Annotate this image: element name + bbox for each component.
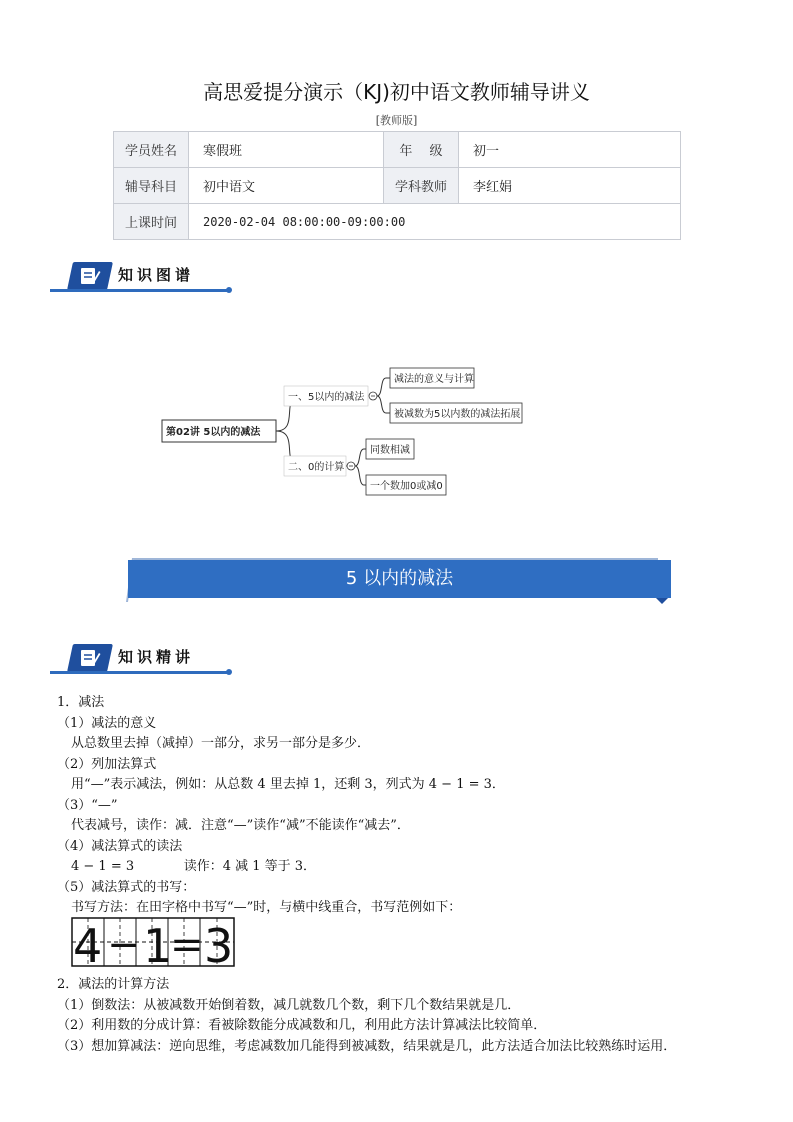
- table-value: 寒假班: [189, 132, 384, 168]
- table-row: [114, 168, 681, 204]
- list-item: （1）倒数法：从被减数开始倒着数，减几就数几个数，剩下几个数结果就是几．: [57, 997, 521, 1013]
- list-item: （3）“—”: [57, 797, 118, 813]
- example-equals: =: [170, 922, 204, 968]
- mind-map: [150, 360, 530, 500]
- table-row: [114, 204, 681, 240]
- list-item: （2）利用数的分成计算：看被除数能分成减数和几，利用此方法计算减法比较简单．: [57, 1018, 547, 1033]
- notebook-icon: [67, 262, 113, 290]
- table-value: 李红娟: [459, 168, 681, 204]
- list-item: （5）减法算式的书写：: [57, 879, 196, 895]
- table-label: 学员姓名: [114, 132, 189, 168]
- section-header-knowledge-lecture: [50, 644, 250, 680]
- mindmap-branch-1: 一、5以内的减法: [288, 392, 365, 403]
- heading-subtraction: 1．减法: [57, 695, 105, 710]
- notebook-icon: [67, 644, 113, 672]
- section-title: 知识图谱: [118, 266, 195, 284]
- table-value: 2020-02-04 08:00:00-09:00:00: [189, 204, 681, 240]
- list-item: （2）列加法算式: [57, 756, 157, 772]
- table-label: 辅导科目: [114, 168, 189, 204]
- section-underline: [50, 671, 228, 674]
- table-label: 年 级: [384, 132, 459, 168]
- list-item: 从总数里去掉（减掉）一部分，求另一部分是多少．: [71, 736, 371, 751]
- list-item: （3）想加算减法：逆向思维，考虑减数加几能得到被减数，结果就是几，此方法适合加法比较熟练时运用．: [57, 1038, 677, 1054]
- list-item: 4 − 1 = 3 读作：4 减 1 等于 3．: [71, 859, 317, 874]
- section-header-knowledge-map: [50, 262, 250, 298]
- table-value: 初中语文: [189, 168, 384, 204]
- table-label: 上课时间: [114, 204, 189, 240]
- section-underline-dot: [226, 669, 232, 675]
- lecture-content: [57, 693, 757, 919]
- list-item: 代表减号，读作：减．注意“—”读作“减”不能读作“减去”．: [71, 818, 410, 833]
- example-digit: 3: [204, 919, 234, 968]
- section-banner: [128, 560, 671, 598]
- example-minus: −: [107, 922, 141, 968]
- heading-calculation-methods: 2．减法的计算方法: [57, 977, 170, 992]
- mindmap-leaf: 被减数为5以内数的减法拓展: [394, 409, 521, 420]
- list-item: 书写方法：在田字格中书写“—”时，与横中线重合，书写范例如下：: [71, 900, 462, 915]
- list-item: 用“—”表示减法，例如：从总数 4 里去掉 1，还剩 3，列式为 4 − 1 = 3．: [71, 777, 505, 792]
- section-underline: [50, 289, 228, 292]
- document-title: 高思爱提分演示（KJ)初中语文教师辅导讲义: [203, 80, 590, 104]
- mindmap-branch-2: 二、0的计算: [288, 462, 345, 473]
- section-underline-dot: [226, 287, 232, 293]
- student-info-table: [113, 131, 681, 240]
- example-digit: 1: [143, 919, 173, 968]
- mindmap-leaf: 同数相减: [370, 445, 410, 456]
- mindmap-leaf: 一个数加0或减0: [370, 481, 443, 492]
- writing-grid-example: [71, 916, 237, 968]
- list-item: （4）减法算式的读法: [57, 838, 183, 854]
- mindmap-root: 第02讲 5以内的减法: [166, 427, 261, 438]
- section-title: 知识精讲: [118, 648, 195, 666]
- lecture-content-methods: [57, 975, 757, 1057]
- list-item: （1）减法的意义: [57, 715, 157, 731]
- mindmap-leaf: 减法的意义与计算: [394, 374, 474, 385]
- table-label: 学科教师: [384, 168, 459, 204]
- table-value: 初一: [459, 132, 681, 168]
- banner-title: 5 以内的减法: [128, 560, 671, 598]
- edition-label: [教师版]: [375, 114, 418, 127]
- example-digit: 4: [73, 919, 103, 968]
- table-row: [114, 132, 681, 168]
